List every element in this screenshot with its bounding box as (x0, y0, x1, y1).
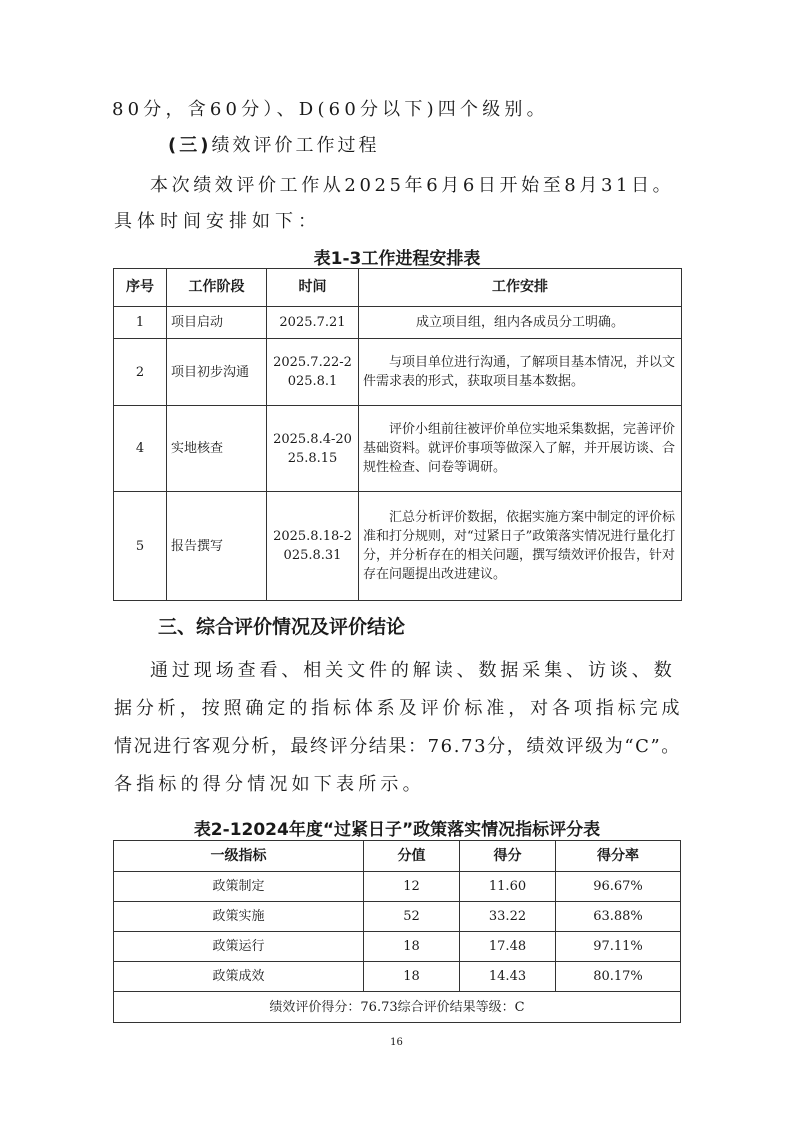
table-row (114, 339, 682, 406)
header-time: 时间 (267, 269, 359, 307)
row-stage: 实地核查 (167, 406, 267, 492)
table2-footer-row (114, 992, 681, 1023)
row-indicator: 政策运行 (114, 932, 364, 962)
row-weight: 18 (364, 932, 460, 962)
conclusion-line-2: 据分析，按照确定的指标体系及评价标准，对各项指标完成 (114, 698, 684, 719)
conclusion-line-4: 各指标的得分情况如下表所示。 (114, 774, 425, 795)
table1-caption: 表1-3工作进程安排表 (313, 249, 481, 269)
schedule-paragraph-line-2: 具体时间安排如下： (114, 211, 321, 232)
row-indicator: 政策实施 (114, 902, 364, 932)
row-score: 33.22 (460, 902, 556, 932)
row-stage: 项目启动 (167, 307, 267, 339)
table2-caption: 表2-12024年度“过紧日子”政策落实情况指标评分表 (193, 820, 601, 840)
row-task: 汇总分析评价数据，依据实施方案中制定的评价标准和打分规则，对“过紧日子”政策落实情况进行量化打分，并分析存在的相关问题，撰写绩效评价报告，针对存在问题提出改进建议。 (359, 492, 682, 601)
header-indicator: 一级指标 (114, 841, 364, 872)
row-rate: 63.88% (556, 902, 681, 932)
schedule-paragraph-line-1: 本次绩效评价工作从2025年6月6日开始至8月31日。 (150, 175, 675, 196)
row-stage: 报告撰写 (167, 492, 267, 601)
header-weight: 分值 (364, 841, 460, 872)
subheading-title: 绩效评价工作过程 (211, 135, 380, 156)
section-heading: 三、综合评价情况及评价结论 (158, 616, 406, 638)
row-no: 1 (114, 307, 167, 339)
total-score-summary: 绩效评价得分：76.73综合评价结果等级：C (114, 992, 681, 1023)
table1-header-row (114, 269, 682, 307)
table-row (114, 307, 682, 339)
indicator-score-table (113, 840, 681, 1023)
table-row (114, 406, 682, 492)
table-row (114, 932, 681, 962)
header-rate: 得分率 (556, 841, 681, 872)
row-task: 成立项目组，组内各成员分工明确。 (359, 307, 682, 339)
subheading-prefix: (三) (168, 135, 212, 156)
row-weight: 18 (364, 962, 460, 992)
section-subheading (168, 131, 379, 157)
header-stage: 工作阶段 (167, 269, 267, 307)
row-weight: 12 (364, 872, 460, 902)
row-rate: 97.11% (556, 932, 681, 962)
intro-line: 80分，含60分）、D(60分以下)四个级别。 (112, 99, 549, 120)
header-score: 得分 (460, 841, 556, 872)
conclusion-line-3: 情况进行客观分析，最终评分结果：76.73分，绩效评级为“C”。 (114, 736, 681, 757)
row-no: 2 (114, 339, 167, 406)
work-schedule-table (113, 268, 682, 601)
row-no: 5 (114, 492, 167, 601)
row-rate: 96.67% (556, 872, 681, 902)
row-stage: 项目初步沟通 (167, 339, 267, 406)
header-no: 序号 (114, 269, 167, 307)
row-score: 11.60 (460, 872, 556, 902)
row-indicator: 政策成效 (114, 962, 364, 992)
row-task: 评价小组前往被评价单位实地采集数据，完善评价基础资料。就评价事项等做深入了解，并开展访谈、合规性检查、问卷等调研。 (359, 406, 682, 492)
table-row (114, 962, 681, 992)
row-rate: 80.17% (556, 962, 681, 992)
table2-header-row (114, 841, 681, 872)
header-task: 工作安排 (359, 269, 682, 307)
row-time: 2025.8.4-2025.8.15 (267, 406, 359, 492)
row-weight: 52 (364, 902, 460, 932)
table-row (114, 902, 681, 932)
row-time: 2025.7.22-2025.8.1 (267, 339, 359, 406)
row-score: 14.43 (460, 962, 556, 992)
row-time: 2025.8.18-2025.8.31 (267, 492, 359, 601)
conclusion-line-1: 通过现场查看、相关文件的解读、数据采集、访谈、数 (150, 660, 676, 681)
row-score: 17.48 (460, 932, 556, 962)
row-task: 与项目单位进行沟通，了解项目基本情况，并以文件需求表的形式，获取项目基本数据。 (359, 339, 682, 406)
table-row (114, 872, 681, 902)
row-time: 2025.7.21 (267, 307, 359, 339)
page-number: 16 (390, 1037, 403, 1048)
table-row (114, 492, 682, 601)
row-no: 4 (114, 406, 167, 492)
row-indicator: 政策制定 (114, 872, 364, 902)
